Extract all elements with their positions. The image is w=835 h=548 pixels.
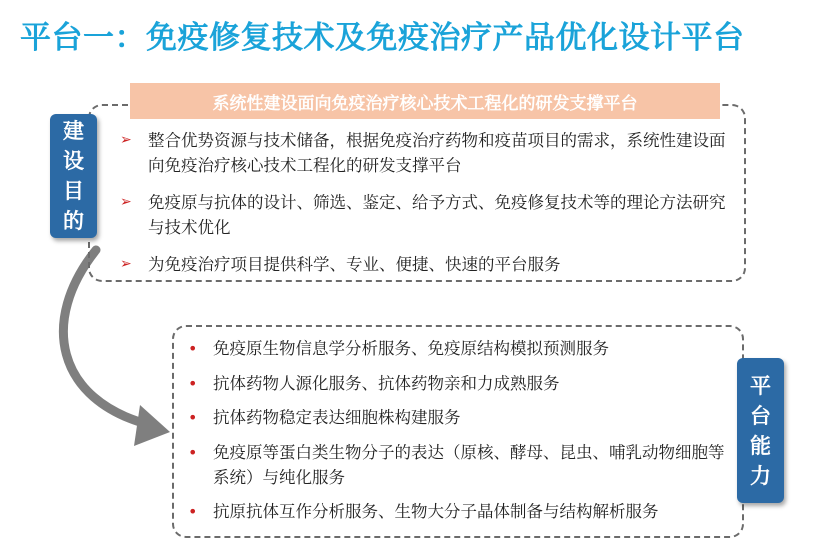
dot-bullet-icon: •	[188, 373, 198, 393]
purpose-label-char: 建	[63, 119, 84, 143]
arrow-bullet-icon: ➢	[120, 132, 132, 148]
list-item-text: 抗原抗体互作分析服务、生物大分子晶体制备与结构解析服务	[213, 502, 659, 521]
panel-banner: 系统性建设面向免疫治疗核心技术工程化的研发支撑平台	[130, 83, 720, 119]
capability-list	[186, 336, 731, 534]
purpose-label-char: 设	[63, 149, 84, 173]
purpose-label-char: 目	[63, 179, 84, 203]
dot-bullet-icon: •	[188, 442, 198, 462]
list-item	[120, 252, 730, 277]
arrow-bullet-icon: ➢	[120, 256, 132, 272]
capability-label-char: 能	[750, 433, 771, 458]
list-item-text: 免疫原生物信息学分析服务、免疫原结构模拟预测服务	[213, 339, 609, 358]
list-item	[120, 128, 730, 178]
dot-bullet-icon: •	[188, 502, 198, 521]
dot-bullet-icon: •	[188, 339, 198, 358]
list-item-text: 免疫原与抗体的设计、筛选、鉴定、给予方式、免疫修复技术等的理论方法研究与技术优化	[148, 193, 726, 237]
capability-label-char: 平	[750, 373, 771, 398]
page-title: 平台一：免疫修复技术及免疫治疗产品优化设计平台	[20, 20, 745, 56]
arrow-bullet-icon: ➢	[120, 194, 132, 210]
list-item-text: 整合优势资源与技术储备，根据免疫治疗药物和疫苗项目的需求，系统性建设面向免疫治疗核心技术工程化的研发支撑平台	[148, 131, 726, 175]
list-item	[120, 190, 730, 240]
list-item	[186, 336, 731, 361]
list-item-text: 免疫原等蛋白类生物分子的表达（原核、酵母、昆虫、哺乳动物细胞等系统）与纯化服务	[213, 442, 725, 487]
list-item-text: 抗体药物稳定表达细胞株构建服务	[213, 408, 461, 427]
purpose-label	[50, 114, 97, 238]
list-item-text: 抗体药物人源化服务、抗体药物亲和力成熟服务	[213, 373, 560, 393]
list-item-text: 为免疫治疗项目提供科学、专业、便捷、快速的平台服务	[148, 255, 561, 274]
capability-label-char: 台	[750, 403, 771, 428]
list-item	[186, 405, 731, 430]
purpose-label-char: 的	[63, 209, 84, 233]
purpose-list	[120, 128, 730, 289]
dot-bullet-icon: •	[188, 408, 198, 427]
list-item	[186, 440, 731, 490]
list-item	[186, 371, 731, 396]
list-item	[186, 499, 731, 524]
capability-label-char: 力	[750, 463, 771, 488]
capability-label	[737, 358, 784, 503]
